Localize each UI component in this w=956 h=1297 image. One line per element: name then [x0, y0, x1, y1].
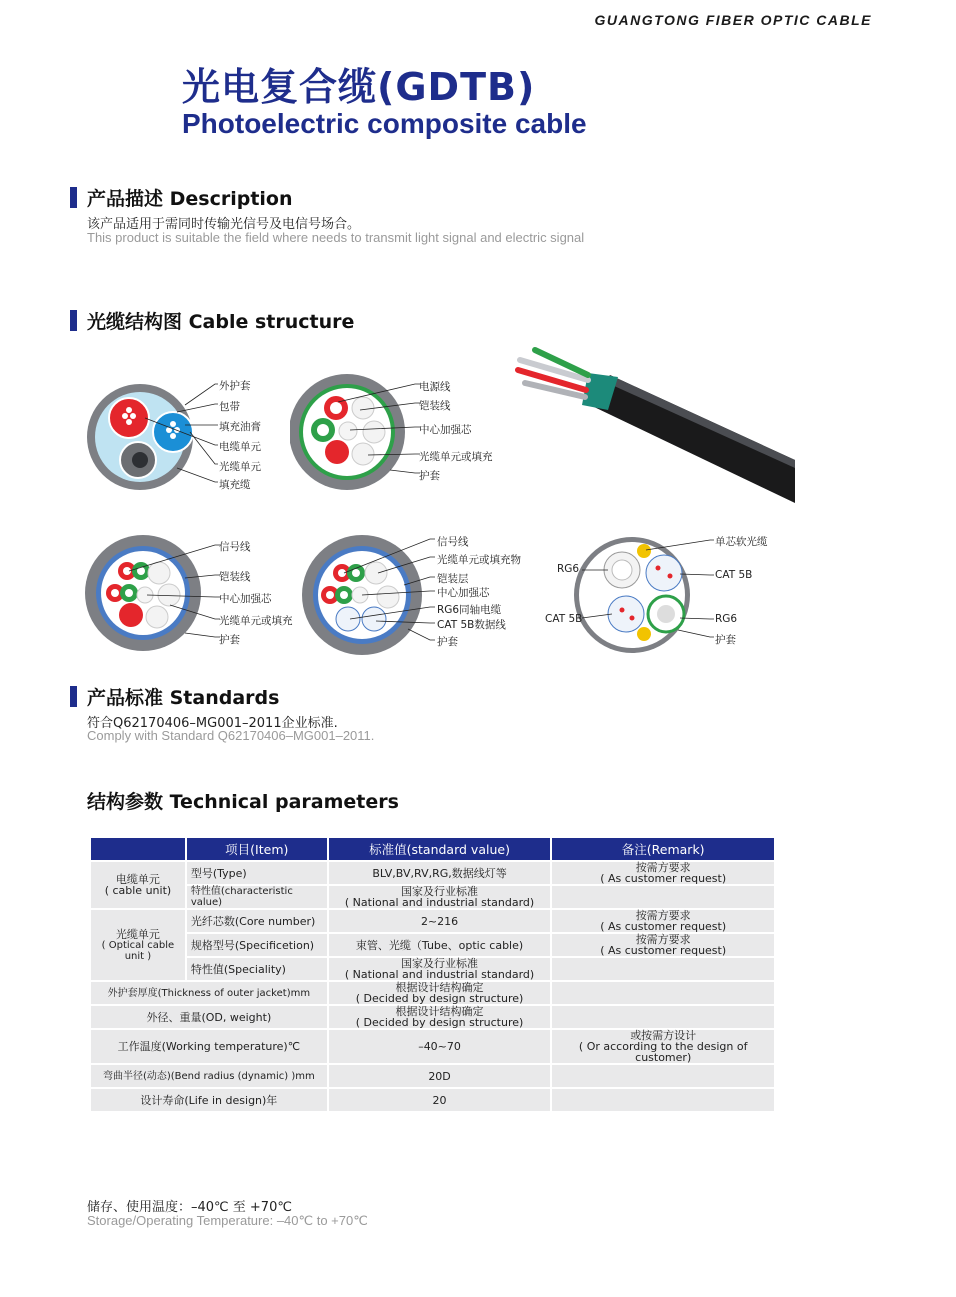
section-structure-title: 光缆结构图 Cable structure: [87, 311, 355, 333]
remark-cell: [552, 862, 774, 884]
remark-line: 按需方要求: [635, 933, 691, 946]
header-blank: [91, 838, 185, 860]
group-label-en: ( Optical cable unit ): [101, 939, 175, 962]
diagram3-label: 护套: [219, 634, 240, 646]
group-label-en: ( cable unit): [104, 884, 172, 897]
diagram4-label: 护套: [437, 636, 458, 648]
diagram1-label: 填充油膏: [219, 421, 261, 433]
table-row: [91, 1065, 774, 1087]
table-row: [91, 862, 774, 884]
value-cell: 2~216: [329, 910, 551, 932]
diagram5-label: CAT 5B: [715, 569, 753, 581]
group-optical-unit: [91, 910, 185, 980]
remark-line: 按需方要求: [635, 909, 691, 922]
value-cell: 20: [329, 1089, 551, 1111]
table-row: [91, 886, 774, 908]
value-cell: BLV,BV,RV,RG,数据线灯等: [329, 862, 551, 884]
section-structure-heading: [70, 307, 354, 334]
table-row: [91, 1089, 774, 1111]
diagram3-label: 中心加强芯: [219, 593, 272, 605]
remark-cell: [552, 934, 774, 956]
diagram1-label: 填充缆: [219, 479, 251, 491]
remark-line: 按需方要求: [635, 861, 691, 874]
cable-illustration: [500, 335, 800, 510]
remark-cell: [552, 910, 774, 932]
group-label: 电缆单元: [115, 873, 160, 886]
diagram2-label: 护套: [419, 470, 440, 482]
item-cell: 特性值(Speciality): [187, 958, 327, 980]
description-text-en: This product is suitable the field where needs to transmit light signal and electric signal: [87, 230, 585, 245]
remark-line: ( Or according to the design of customer): [578, 1040, 748, 1064]
value-line: 国家及行业标准: [401, 957, 479, 970]
cable-diagram-4: [300, 533, 440, 658]
remark-line: ( As customer request): [600, 944, 727, 957]
item-cell: 特性值(characteristic value): [187, 886, 327, 908]
diagram4-label: RG6同轴电缆: [437, 604, 502, 616]
cable-diagram-3: [85, 533, 305, 658]
diagram1-label: 包带: [219, 401, 240, 413]
value-line: ( Decided by design structure): [355, 992, 524, 1005]
header-item: 项目(Item): [187, 838, 327, 860]
value-cell: [329, 958, 551, 980]
item-cell: 规格型号(Specificetion): [187, 934, 327, 956]
table-row: [91, 1030, 774, 1063]
remark-cell: [552, 1065, 774, 1087]
value-cell: 20D: [329, 1065, 551, 1087]
remark-cell: [552, 1089, 774, 1111]
section-marker: [70, 310, 77, 331]
value-line: 根据设计结构确定: [395, 981, 484, 994]
storage-text-en: Storage/Operating Temperature: –40℃ to +70℃: [87, 1213, 368, 1228]
diagram5-label: RG6: [715, 613, 738, 625]
table-row: [91, 910, 774, 932]
item-cell: 型号(Type): [187, 862, 327, 884]
params-table: [89, 836, 776, 1113]
section-description-heading: [70, 184, 293, 211]
page-title-cn: 光电复合缆(GDTB): [182, 65, 536, 109]
diagram4-label: CAT 5B数据线: [437, 619, 506, 631]
item-cell: 外护套厚度(Thickness of outer jacket)mm: [91, 982, 327, 1004]
table-header-row: [91, 838, 774, 860]
item-cell: 光纤芯数(Core number): [187, 910, 327, 932]
group-cable-unit: [91, 862, 185, 908]
storage-text-cn: 储存、使用温度：–40℃ 至 +70℃: [87, 1200, 292, 1215]
value-line: 根据设计结构确定: [395, 1005, 484, 1018]
diagram2-label: 电源线: [419, 381, 451, 393]
remark-line: 或按需方设计: [630, 1029, 697, 1042]
diagram1-label: 外护套: [219, 380, 251, 392]
cable-diagram-2: [290, 370, 430, 495]
remark-line: ( As customer request): [600, 872, 727, 885]
diagram3-label: 光缆单元或填充: [219, 615, 293, 627]
value-line: 国家及行业标准: [401, 885, 479, 898]
value-cell: [329, 1006, 551, 1028]
item-cell: 设计寿命(Life in design)年: [91, 1089, 327, 1111]
table-row: [91, 934, 774, 956]
value-cell: [329, 886, 551, 908]
item-cell: 外径、重量(OD, weight): [91, 1006, 327, 1028]
remark-cell: [552, 1006, 774, 1028]
section-description-title: 产品描述 Description: [87, 188, 293, 210]
section-marker: [70, 187, 77, 208]
section-standards-heading: [70, 683, 279, 710]
diagram5-label: 护套: [715, 634, 736, 646]
item-cell: 工作温度(Working temperature)℃: [91, 1030, 327, 1063]
item-cell: 弯曲半径(动态)(Bend radius (dynamic) )mm: [91, 1065, 327, 1087]
value-cell: 束管、光缆（Tube、optic cable): [329, 934, 551, 956]
value-line: ( Decided by design structure): [355, 1016, 524, 1029]
diagram5-label: RG6: [557, 563, 580, 575]
cable-diagram-5: [540, 530, 730, 660]
value-line: ( National and industrial standard): [344, 968, 535, 981]
value-cell: –40~70: [329, 1030, 551, 1063]
description-text-cn: 该产品适用于需同时传输光信号及电信号场合。: [87, 217, 361, 232]
cable-diagram-1: [85, 370, 315, 500]
diagram5-label: 单芯软光缆: [715, 536, 768, 548]
diagram3-label: 铠装线: [219, 571, 251, 583]
remark-line: ( As customer request): [600, 920, 727, 933]
remark-cell: [552, 1030, 774, 1063]
diagram1-label: 电缆单元: [219, 441, 261, 453]
diagram4-label: 光缆单元或填充物: [437, 554, 521, 566]
diagram2-label: 光缆单元或填充: [419, 451, 493, 463]
header-remark: 备注(Remark): [552, 838, 774, 860]
section-marker: [70, 686, 77, 707]
diagram5-label: CAT 5B: [545, 613, 583, 625]
diagram2-label: 铠装线: [419, 400, 451, 412]
remark-cell: [552, 886, 774, 908]
standards-text-en: Comply with Standard Q62170406–MG001–2011.: [87, 728, 375, 743]
diagram4-label: 中心加强芯: [437, 587, 490, 599]
value-cell: [329, 982, 551, 1004]
table-row: [91, 982, 774, 1004]
diagram4-label: 铠装层: [437, 573, 469, 585]
section-params-title: 结构参数 Technical parameters: [87, 791, 399, 813]
section-standards-title: 产品标准 Standards: [87, 687, 280, 709]
header-standard-value: 标准值(standard value): [329, 838, 551, 860]
value-line: ( National and industrial standard): [344, 896, 535, 909]
diagram1-label: 光缆单元: [219, 461, 261, 473]
standards-text-cn: 符合Q62170406–MG001–2011企业标准.: [87, 716, 338, 731]
brand-logo-text: GUANGTONG FIBER OPTIC CABLE: [594, 12, 872, 28]
diagram4-label: 信号线: [437, 536, 469, 548]
remark-cell: [552, 958, 774, 980]
page-title-en: Photoelectric composite cable: [182, 108, 587, 139]
remark-cell: [552, 982, 774, 1004]
diagram3-label: 信号线: [219, 541, 251, 553]
diagram2-label: 中心加强芯: [419, 424, 472, 436]
table-row: [91, 958, 774, 980]
group-label: 光缆单元: [115, 927, 160, 941]
table-row: [91, 1006, 774, 1028]
